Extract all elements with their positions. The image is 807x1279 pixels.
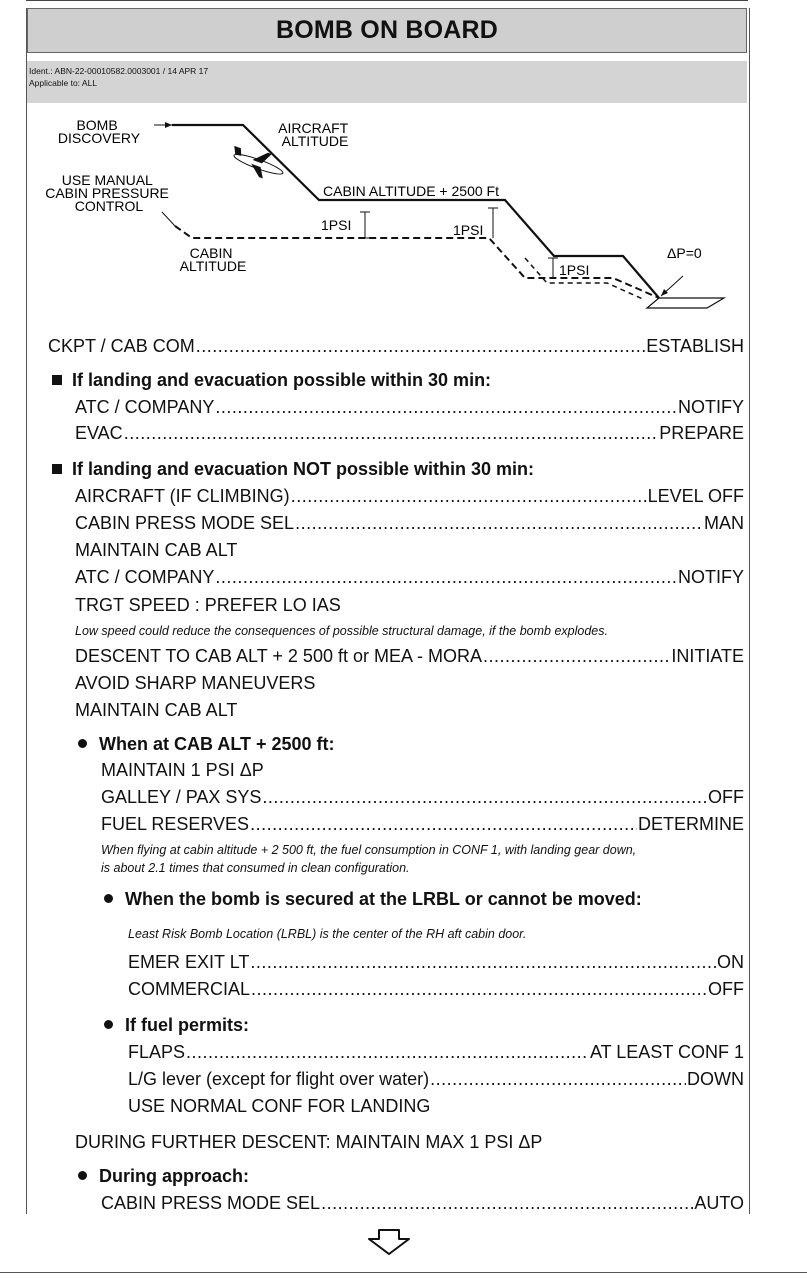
step-trgt-speed: TRGT SPEED : PREFER LO IAS (75, 595, 341, 615)
condition-bomb-secured: When the bomb is secured at the LRBL or cannot be moved: (104, 889, 642, 910)
condition-cab-alt: When at CAB ALT + 2500 ft: (78, 734, 335, 755)
round-bullet-icon (104, 1020, 113, 1029)
step-commercial: COMMERCIAL ..... OFF (128, 979, 744, 1000)
bomb-discovery-label: BOMB DISCOVERY (57, 117, 141, 146)
step-atc-1: ATC / COMPANY ..... NOTIFY (75, 397, 744, 418)
round-bullet-icon (104, 894, 113, 903)
condition-approach: During approach: (78, 1166, 249, 1187)
square-bullet-icon (52, 464, 62, 474)
use-manual-label: USE MANUAL CABIN PRESSURE CONTROL (45, 172, 169, 214)
note-lrbl: Least Risk Bomb Location (LRBL) is the center of the RH aft cabin door. (128, 927, 527, 941)
runway-shape (647, 298, 724, 308)
delta-p-label: ΔP=0 (667, 245, 702, 261)
altitude-profile-diagram (27, 108, 749, 323)
step-evac: EVAC ..... PREPARE (75, 423, 744, 444)
note-speed: Low speed could reduce the consequences of possible structural damage, if the bomb explodes. (75, 624, 608, 638)
step-cabin-press-auto: CABIN PRESS MODE SEL ..... AUTO (101, 1193, 744, 1214)
note-fuel-line-1: When flying at cabin altitude + 2 500 ft, the fuel consumption in CONF 1, with landing gear down, (101, 843, 637, 857)
psi-label-3: 1PSI (559, 262, 590, 278)
down-arrow-icon (367, 1229, 411, 1255)
step-maintain-psi: MAINTAIN 1 PSI ΔP (101, 760, 264, 780)
cabin-alt-plus-label: CABIN ALTITUDE + 2500 Ft (323, 183, 499, 199)
psi-label-1: 1PSI (321, 217, 352, 233)
bottom-rule (0, 1272, 807, 1273)
round-bullet-icon (78, 739, 87, 748)
note-fuel (101, 841, 636, 877)
step-fuel-reserves: FUEL RESERVES ..... DETERMINE (101, 814, 744, 835)
step-galley: GALLEY / PAX SYS ..... OFF (101, 787, 744, 808)
cabin-altitude-label: CABIN ALTITUDE (179, 245, 247, 274)
step-ckpt: CKPT / CAB COM ..... ESTABLISH (48, 336, 744, 357)
step-cabin-press: CABIN PRESS MODE SEL ..... MAN (75, 513, 744, 534)
step-lg-lever: L/G lever (except for flight over water) ..... DOWN (128, 1069, 744, 1090)
step-descent: DESCENT TO CAB ALT + 2 500 ft or MEA - MORA ..... INITIATE (75, 646, 744, 667)
applicable-line: Applicable to: ALL (29, 78, 98, 88)
step-atc-2: ATC / COMPANY ..... NOTIFY (75, 567, 744, 588)
step-during-descent: DURING FURTHER DESCENT: MAINTAIN MAX 1 PSI ΔP (75, 1132, 543, 1152)
condition-fuel-permits: If fuel permits: (104, 1015, 249, 1036)
step-maintain-1: MAINTAIN CAB ALT (75, 540, 238, 560)
ident-line: Ident.: ABN-22-00010582.0003001 / 14 APR 17 (29, 66, 209, 76)
condition-1: If landing and evacuation possible within 30 min: (52, 370, 491, 391)
step-flaps: FLAPS ..... AT LEAST CONF 1 (128, 1042, 744, 1063)
psi-label-2: 1PSI (453, 222, 484, 238)
aircraft-altitude-label: AIRCRAFT ALTITUDE (278, 120, 349, 149)
step-avoid: AVOID SHARP MANEUVERS (75, 673, 316, 693)
cabin-plus-line (495, 218, 554, 258)
ident-bar (27, 61, 747, 103)
round-bullet-icon (78, 1171, 87, 1180)
note-fuel-line-2: is about 2.1 times that consumed in clean configuration. (101, 861, 410, 875)
condition-2: If landing and evacuation NOT possible within 30 min: (52, 459, 534, 480)
page-title: BOMB ON BOARD (27, 8, 747, 53)
step-use-normal: USE NORMAL CONF FOR LANDING (128, 1096, 431, 1116)
top-rule (26, 0, 748, 1)
airplane-icon (227, 141, 288, 184)
square-bullet-icon (52, 375, 62, 385)
step-emer-exit: EMER EXIT LT ..... ON (128, 952, 744, 973)
step-maintain-2: MAINTAIN CAB ALT (75, 700, 238, 720)
step-aircraft: AIRCRAFT (IF CLIMBING) ..... LEVEL OFF (75, 486, 744, 507)
